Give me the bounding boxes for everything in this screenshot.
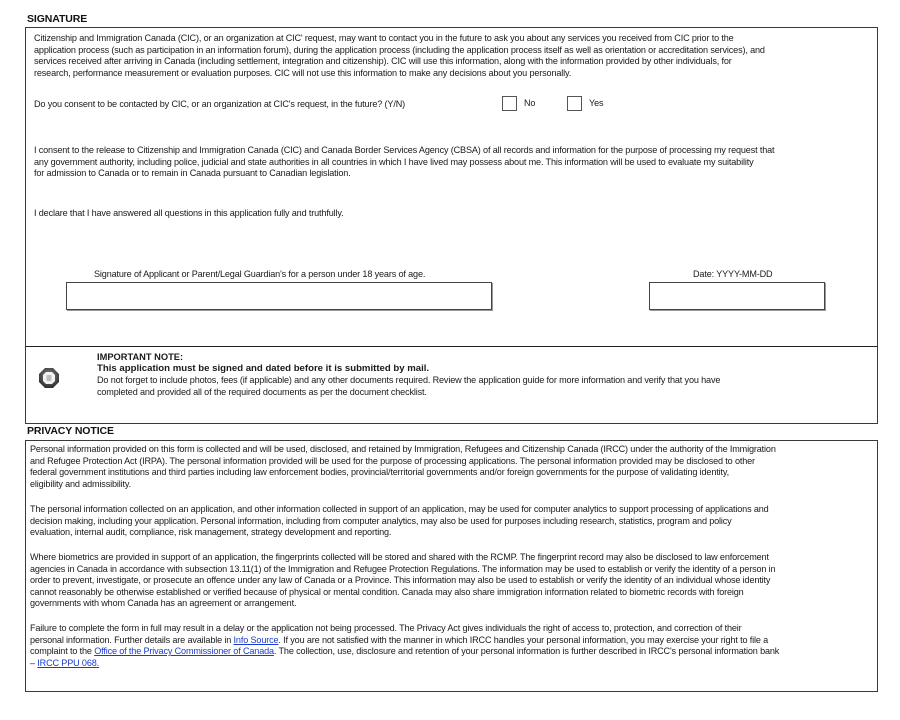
text-line: Do not forget to include photos, fees (if applicable) and any other documents required. Review the application guide for more information and verify that you have bbox=[97, 375, 721, 385]
text-line: I consent to the release to Citizenship and Immigration Canada (CIC) and Canada Border Services Agency (CBSA) of all records and information for the purpose of processing my request that bbox=[34, 145, 775, 155]
consent-no-checkbox[interactable] bbox=[502, 96, 517, 111]
text-line: and Refugee Protection Act (IRPA). The personal information provided will be used for the purpose of processing applications. The personal information provided may be disclosed to other bbox=[30, 455, 755, 466]
consent-yes-label: Yes bbox=[589, 98, 604, 108]
text-line: any government authority, including police, judicial and state authorities in all countries in which I have lived may possess about me. This information will be used to evaluate my suitability bbox=[34, 156, 754, 167]
text-line: completed and provided all of the required documents as per the document checklist. bbox=[97, 386, 427, 397]
date-label: Date: YYYY-MM-DD bbox=[693, 269, 773, 279]
signature-heading: SIGNATURE bbox=[27, 13, 88, 25]
text-span: personal information. Further details are available in bbox=[30, 634, 234, 645]
signature-section-box bbox=[25, 27, 878, 424]
text-line: application process (such as participation in an information forum), during the application process (including the application process itself as well as orientation or accreditation services), and bbox=[34, 44, 765, 55]
text-line: eligibility and admissibility. bbox=[30, 478, 131, 489]
text-line: governments with whom Canada has an agreement or arrangement. bbox=[30, 598, 297, 609]
date-field[interactable] bbox=[649, 282, 825, 310]
contact-paragraph bbox=[34, 33, 874, 79]
text-line: order to prevent, investigate, or prosecute an offence under any law of Canada or a Province. This information may also be used to establish or verify the identity of an individual whose identity bbox=[30, 575, 771, 586]
text-span: – bbox=[30, 657, 38, 668]
text-line: Citizenship and Immigration Canada (CIC), or an organization at CIC' request, may want to contact you in the future to ask you about any services you received from CIC prior to the bbox=[34, 33, 734, 43]
text-line: Where biometrics are provided in support of an application, the fingerprints collected will be stored and shared with the RCMP. The fingerprint record may also be disclosed to law enforcement bbox=[30, 552, 769, 562]
section-divider bbox=[26, 346, 877, 347]
release-paragraph bbox=[34, 145, 874, 180]
text-line: agencies in Canada in accordance with subsection 13.11(1) of the Immigration and Refugee Protection Regulations. The information may be used to establish or verify the identity of a person in bbox=[30, 563, 776, 574]
important-note-text bbox=[97, 375, 867, 398]
important-note-bold-line: This application must be signed and dated before it is submitted by mail. bbox=[97, 363, 430, 374]
text-line bbox=[30, 646, 874, 658]
text-line bbox=[30, 635, 874, 647]
important-note-title: IMPORTANT NOTE: bbox=[97, 352, 184, 362]
consent-no-label: No bbox=[524, 98, 536, 108]
text-line: services received after arriving in Canada (including settlement, integration and citizenship). CIC will use this information, along with the information provided by other individuals, for bbox=[34, 56, 732, 67]
signature-field[interactable] bbox=[66, 282, 492, 310]
privacy-paragraph-4 bbox=[30, 623, 874, 669]
privacy-notice-heading: PRIVACY NOTICE bbox=[27, 425, 114, 437]
ircc-ppu-068-link[interactable]: IRCC PPU 068. bbox=[37, 657, 100, 668]
text-line: The personal information collected on an application, and other information collected in support of an application, may be used for computer analytics to support processing of applications and bbox=[30, 504, 769, 514]
text-line: research, performance measurement or evaluation purposes. CIC will not use this information to make any decisions about you personally. bbox=[34, 67, 572, 78]
declaration-text: I declare that I have answered all questions in this application fully and truthfully. bbox=[34, 208, 344, 218]
stop-sign-icon bbox=[38, 367, 60, 389]
privacy-paragraph-2 bbox=[30, 504, 874, 539]
text-span: complaint to the bbox=[30, 646, 95, 657]
privacy-notice-box bbox=[25, 440, 878, 692]
privacy-paragraph-3 bbox=[30, 552, 874, 610]
text-line: for admission to Canada or to remain in Canada pursuant to Canadian legislation. bbox=[34, 168, 351, 179]
text-line bbox=[30, 658, 874, 670]
text-span: . If you are not satisfied with the manner in which IRCC handles your personal information, you may exercise your right to file a bbox=[278, 634, 769, 645]
consent-question: Do you consent to be contacted by CIC, or an organization at CIC's request, in the future? (Y/N) bbox=[34, 99, 405, 109]
text-line: Failure to complete the form in full may result in a delay or the application not being processed. The Privacy Act gives individuals the right of access to, protection, and correction of their bbox=[30, 623, 742, 633]
text-line: Personal information provided on this form is collected and will be used, disclosed, and retained by Immigration, Refugees and Citizenship Canada (IRCC) under the authority of the Immigration bbox=[30, 444, 776, 454]
privacy-commissioner-link[interactable]: Office of the Privacy Commissioner of Canada bbox=[94, 646, 274, 657]
consent-yes-checkbox[interactable] bbox=[567, 96, 582, 111]
text-span: . The collection, use, disclosure and retention of your personal information is further described in IRCC's personal information bank bbox=[273, 646, 780, 657]
signature-label: Signature of Applicant or Parent/Legal Guardian's for a person under 18 years of age. bbox=[94, 269, 426, 279]
text-line: federal government institutions and third parties including law enforcement bodies, provincial/territorial governments and/or foreign governments for the purpose of validating identity, bbox=[30, 467, 729, 478]
privacy-paragraph-1 bbox=[30, 444, 874, 490]
info-source-link[interactable]: Info Source bbox=[233, 634, 279, 645]
text-line: evaluation, internal audit, compliance, risk management, strategy development and reporting. bbox=[30, 527, 392, 538]
text-line: decision making, including your application. Personal information, including from computer analytics, may also be used for purposes including research, statistics, program and policy bbox=[30, 515, 732, 526]
text-line: cannot reasonably be otherwise established or verified because of physical or mental condition. Canada may also share immigration information related to biometric records with foreign bbox=[30, 586, 744, 597]
